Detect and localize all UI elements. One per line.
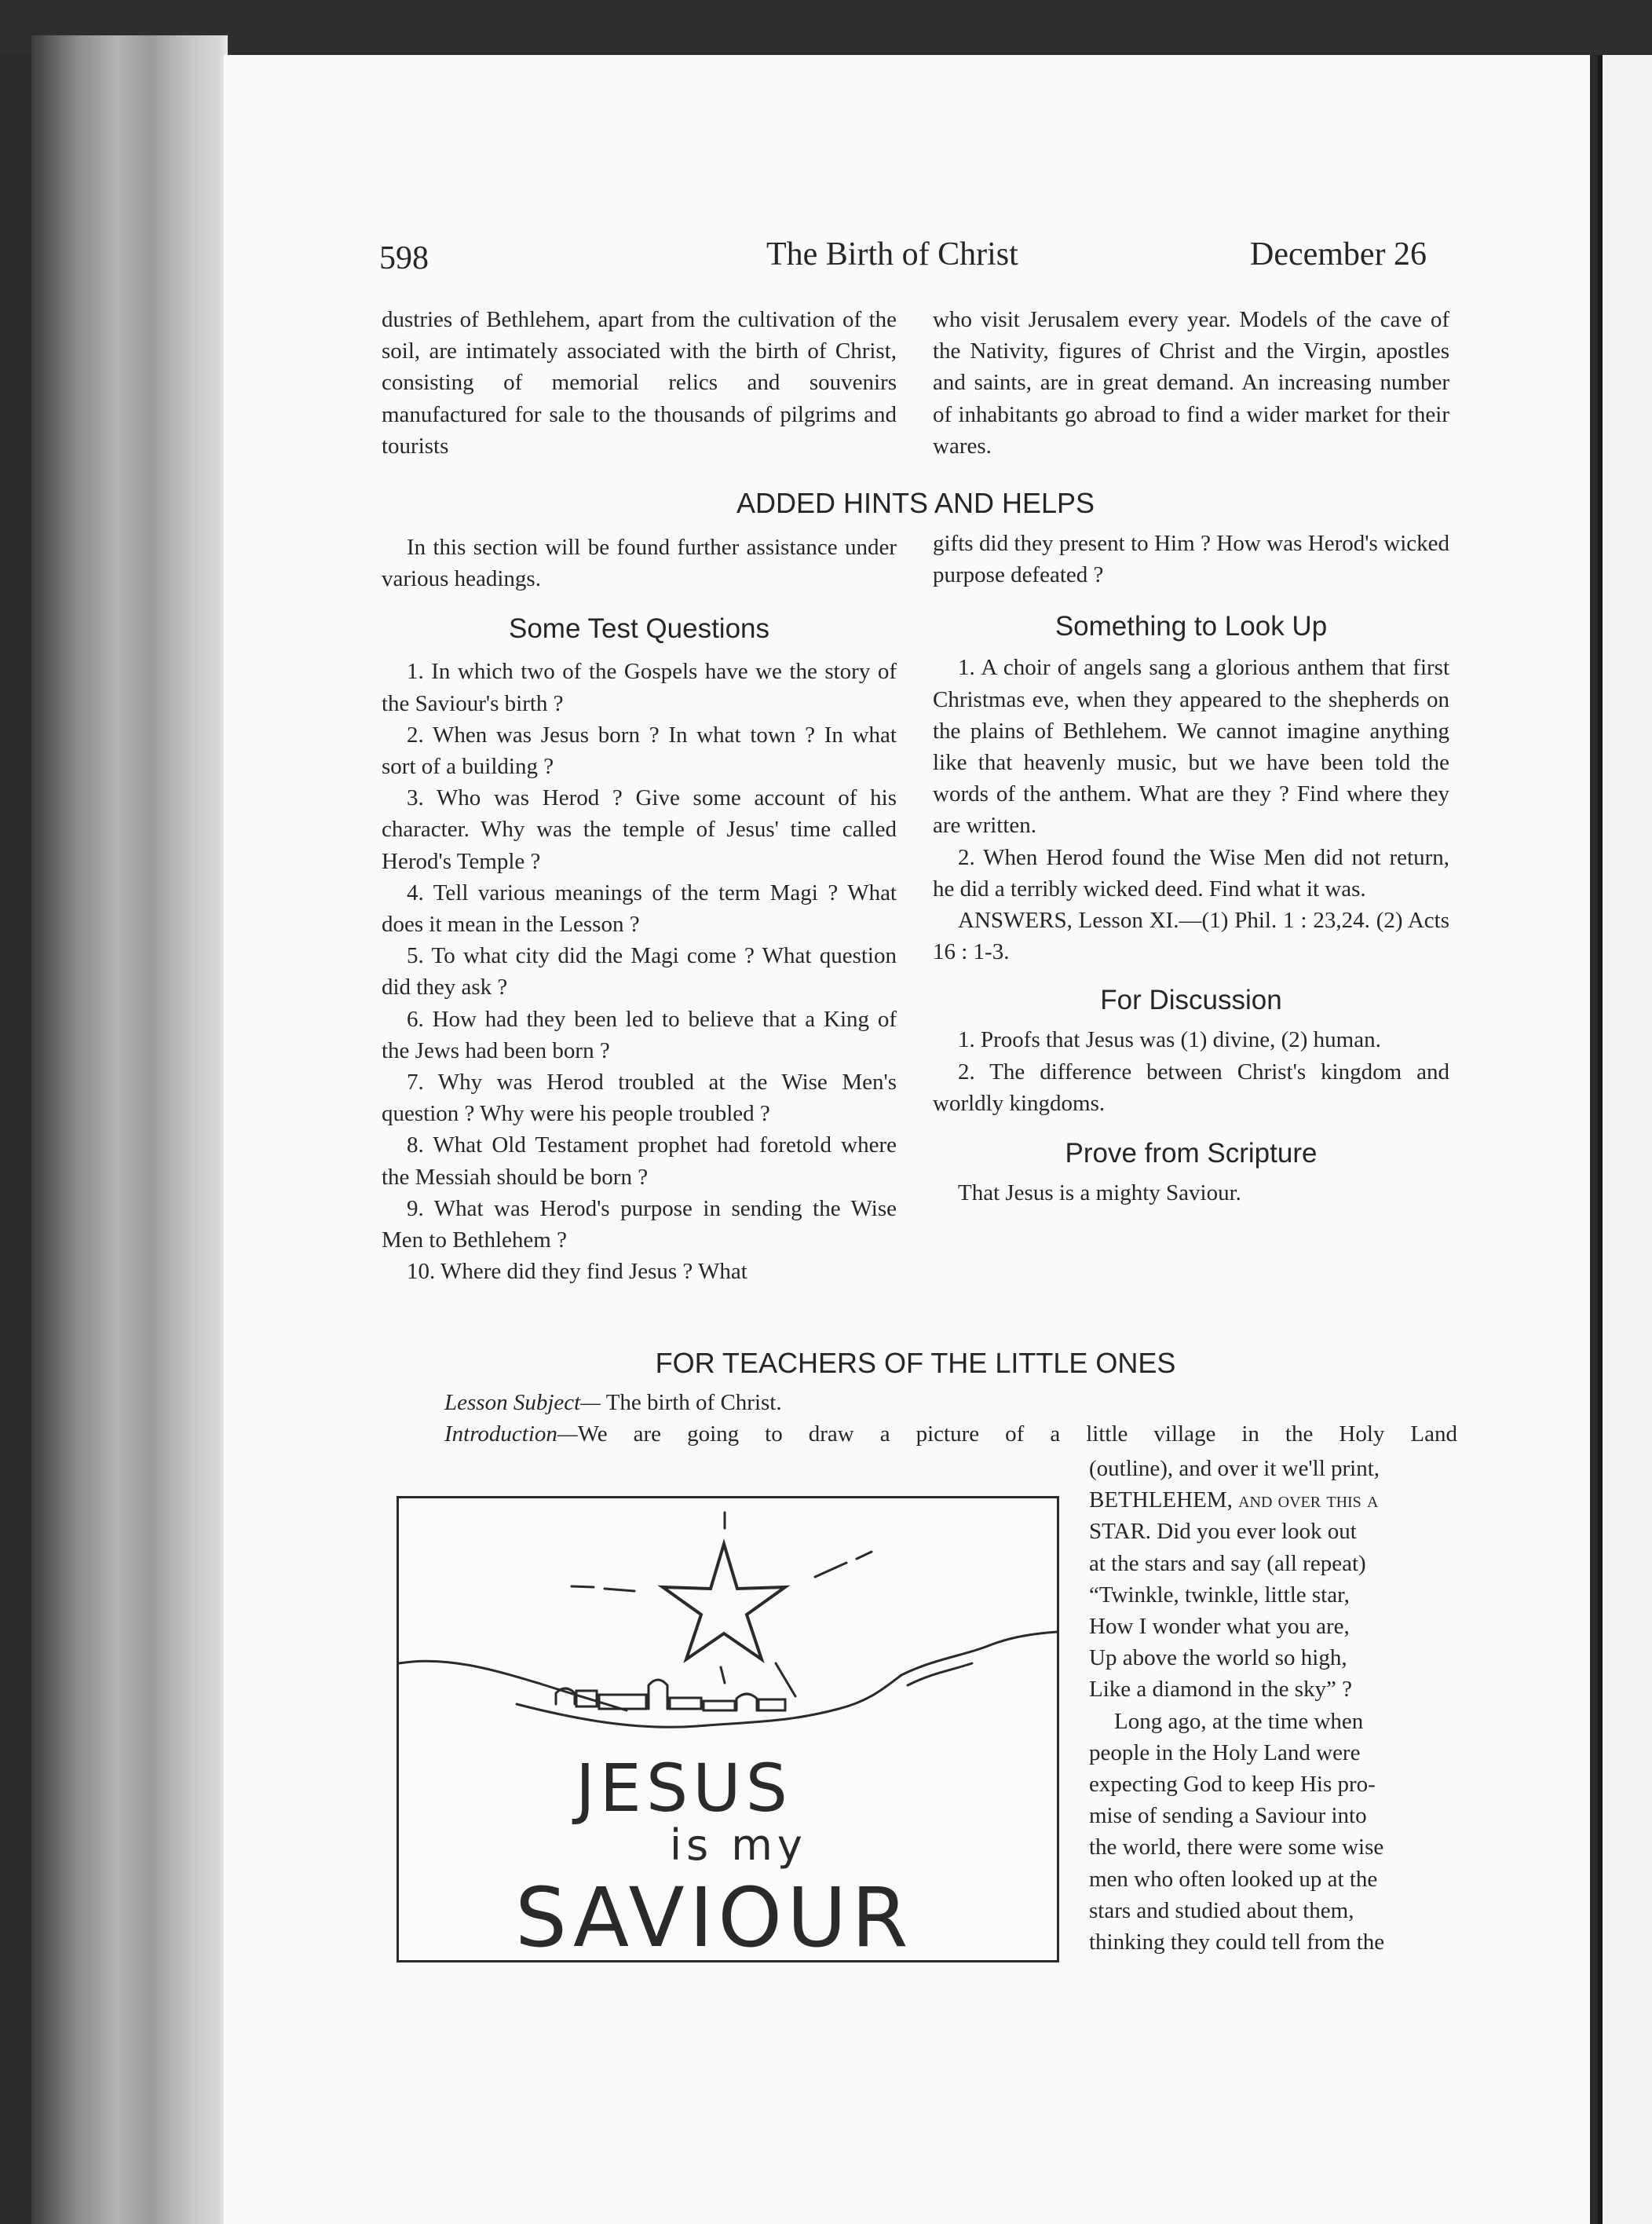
intro-left-text: dustries of Bethlehem, apart from the cultivation of the soil, are intimately associated with the birth of Christ, consisting of memorial relics and souvenirs manufactured for sale to the thousands of pilgrims and tourists [382,307,897,459]
village-house [704,1701,735,1710]
little-ones-heading: FOR TEACHERS OF THE LITTLE ONES [655,1347,1176,1379]
page-number: 598 [379,240,429,276]
lesson-subject-line [444,1390,782,1416]
hill-outline [901,1632,1057,1675]
answers-line: ANSWERS, Lesson XI.—(1) Phil. 1 : 23,24. (2) Acts 16 : 1-3. [933,908,1449,965]
intro-right-text: who visit Jerusalem every year. Models of the cave of the Nativity, figures of Christ and the Virgin, apostles and saints, are in great demand. An increasing number of inhabitants go abroad to find a wider market for their wares. [933,307,1449,459]
discussion-item: 1. Proofs that Jesus was (1) divine, (2) human. [958,1027,1381,1053]
look-up-heading: Something to Look Up [1054,611,1328,642]
intro-right-column [933,304,1449,462]
village-dome [736,1694,757,1710]
side-line: How I wonder what you are, [1089,1614,1350,1640]
star-ray [776,1663,795,1696]
question-item: 9. What was Herod's purpose in sending the Wise Men to Bethlehem ? [382,1195,897,1253]
question-continuation: gifts did they present to Him ? How was Herod's wicked purpose defeated ? [933,531,1449,588]
star-ray [572,1586,594,1587]
introduction-label: Introduction— [444,1421,578,1447]
question-item: 4. Tell various meanings of the term Magi ? What does it mean in the Lesson ? [382,880,897,938]
side-line: thinking they could tell from the [1089,1930,1385,1955]
look-up-item: 2. When Herod found the Wise Men did not return, he did a terribly wicked deed. Find what it was. [933,844,1449,902]
side-line: stars and studied about them, [1089,1897,1354,1923]
look-up-item: 1. A choir of angels sang a glorious anthem that first Christmas eve, when they appeared to the shepherds on the plains of Bethlehem. We cannot imagine anything like that heavenly music, but we have been told the words of the anthem. What are they ? Find where they are written. [933,655,1449,839]
village-tower [649,1680,667,1709]
star-ray [721,1667,725,1683]
side-line: Long ago, at the time when [1114,1708,1364,1734]
village-house [670,1698,701,1709]
side-line: at the stars and say (all repeat) [1089,1550,1366,1576]
side-line: Like a diamond in the sky” ? [1089,1677,1353,1703]
star-village-illustration [399,1498,1057,1960]
scan-background [0,0,1652,55]
running-title: The Birth of Christ [766,236,1018,273]
question-item: 1. In which two of the Gospels have we the story of the Saviour's birth ? [382,659,897,716]
little-ones-side-column [1089,1453,1458,1958]
star-ray [605,1589,634,1591]
test-questions-heading: Some Test Questions [508,613,770,645]
side-line: “Twinkle, twinkle, little star, [1089,1582,1350,1608]
side-line: STAR. Did you ever look out [1089,1519,1357,1545]
side-line: the world, there were some wise [1089,1834,1384,1860]
side-line: men who often looked up at the [1089,1866,1378,1892]
side-line: mise of sending a Saviour into [1089,1803,1367,1829]
scripture-text: That Jesus is a mighty Saviour. [958,1180,1241,1206]
question-item: 8. What Old Testament prophet had foretold where the Messiah should be born ? [382,1132,897,1190]
star-ray [857,1552,872,1559]
side-line: people in the Holy Land were [1089,1739,1361,1765]
side-line: BETHLEHEM, and over this a [1089,1487,1379,1513]
question-item: 3. Who was Herod ? Give some account of his character. Why was the temple of Jesus' time called Herod's Temple ? [382,785,897,874]
side-line: Up above the world so high, [1089,1645,1347,1671]
discussion-item: 2. The difference between Christ's kingdom and worldly kingdoms. [933,1059,1449,1116]
hill-outline [908,1663,972,1685]
village-house [599,1695,646,1709]
side-line: (outline), and over it we'll print, [1089,1456,1380,1481]
star-ray [815,1563,846,1577]
star-icon [663,1544,785,1659]
village-house [758,1699,785,1710]
hints-intro: In this section will be found further assistance under various headings. [382,535,897,592]
introduction-line [444,1421,1457,1447]
bethlehem-drawing [397,1496,1059,1962]
figure-line-is-my: is my [670,1820,807,1870]
hints-right-column [933,528,1449,1209]
running-date: December 26 [1250,236,1427,273]
question-item: 5. To what city did the Magi come ? What question did they ask ? [382,943,897,1000]
figure-line-saviour: SAVIOUR [515,1870,913,1960]
hints-heading: ADDED HINTS AND HELPS [736,487,1095,519]
hints-left-column [382,532,897,1287]
figure-line-jesus: JESUS [576,1750,792,1827]
lesson-subject-text: The birth of Christ. [600,1390,782,1415]
question-item: 10. Where did they find Jesus ? What [407,1259,747,1285]
book-page-edges [31,35,228,2224]
question-item: 2. When was Jesus born ? In what town ? In what sort of a building ? [382,722,897,780]
scripture-heading: Prove from Scripture [1065,1138,1318,1169]
question-item: 7. Why was Herod troubled at the Wise Men's question ? Why were his people troubled ? [382,1070,897,1127]
hill-outline [399,1661,627,1710]
side-line: expecting God to keep His pro- [1089,1772,1376,1798]
question-item: 6. How had they been led to believe that a King of the Jews had been born ? [382,1006,897,1063]
facing-page-edge [1598,55,1652,2224]
introduction-text: We are going to draw a picture of a little village in the Holy Land [577,1421,1457,1447]
intro-left-column [382,304,897,462]
lesson-subject-label: Lesson Subject— [444,1390,601,1415]
discussion-heading: For Discussion [1100,985,1282,1016]
